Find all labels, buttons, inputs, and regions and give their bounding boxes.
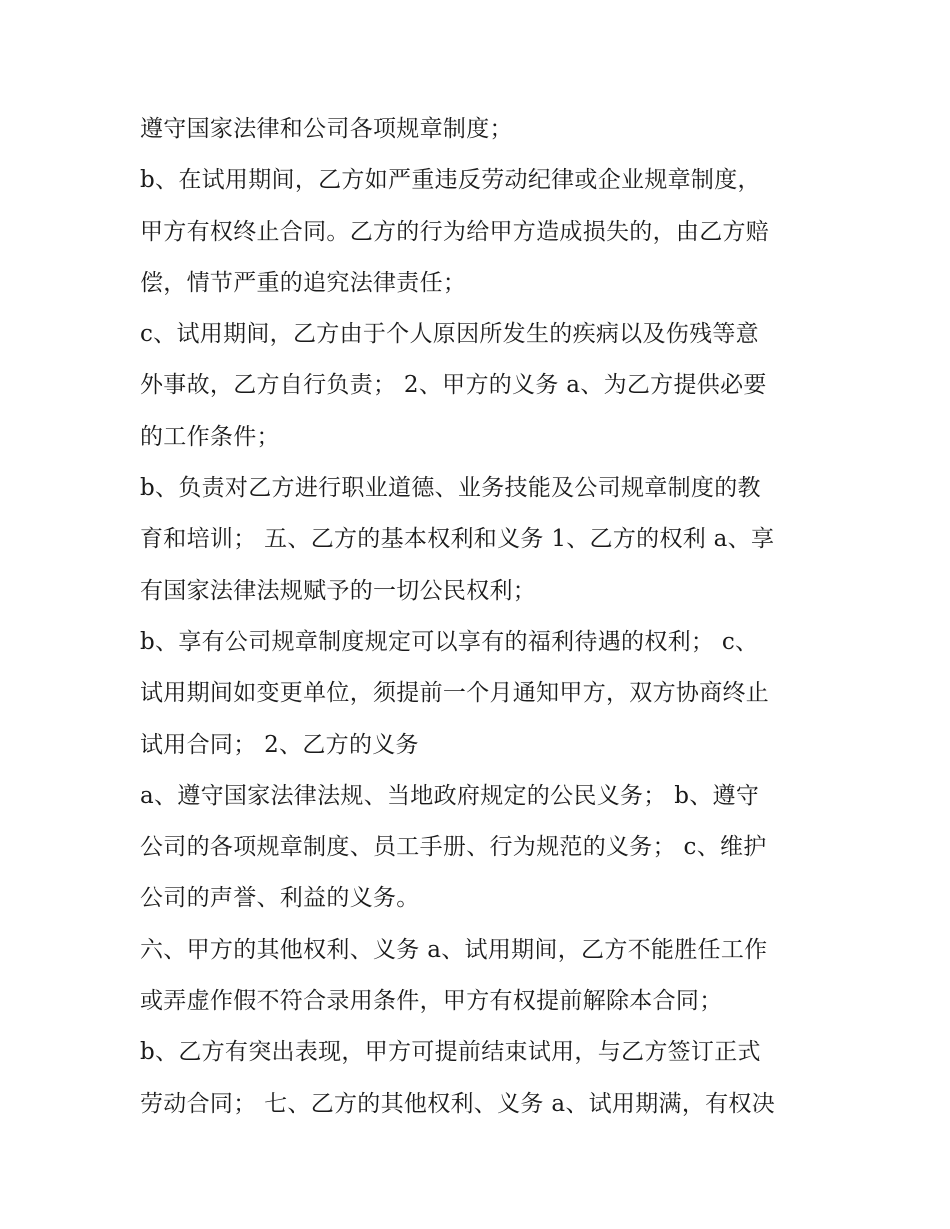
text-line: b、享有公司规章制度规定可以享有的福利待遇的权利； c、 <box>140 628 759 655</box>
text-line: 的工作条件； <box>140 423 280 450</box>
text-line: 公司的各项规章制度、员工手册、行为规范的义务； c、维护 <box>140 834 767 861</box>
text-line: 试用合同； 2、乙方的义务 <box>140 731 419 758</box>
text-line: 或弄虚作假不符合录用条件，甲方有权提前解除本合同； <box>140 988 723 1015</box>
text-line: b、在试用期间，乙方如严重违反劳动纪律或企业规章制度， <box>140 167 761 194</box>
text-line: b、负责对乙方进行职业道德、业务技能及公司规章制度的教 <box>140 475 761 502</box>
text-line: 偿，情节严重的追究法律责任； <box>140 269 467 296</box>
text-line: 育和培训； 五、乙方的基本权利和义务 1、乙方的权利 a、享 <box>140 526 775 553</box>
text-line: 遵守国家法律和公司各项规章制度； <box>140 116 513 142</box>
text-line: c、试用期间，乙方由于个人原因所发生的疾病以及伤残等意 <box>140 321 759 348</box>
document-body <box>140 104 820 1130</box>
text-line: 甲方有权终止合同。乙方的行为给甲方造成损失的，由乙方赔 <box>140 218 770 245</box>
text-line: a、遵守国家法律法规、当地政府规定的公民义务； b、遵守 <box>140 782 760 809</box>
text-line: 六、甲方的其他权利、义务 a、试用期间，乙方不能胜任工作 <box>140 936 768 963</box>
text-line: 试用期间如变更单位，须提前一个月通知甲方，双方协商终止 <box>140 680 770 707</box>
text-line: 劳动合同； 七、乙方的其他权利、义务 a、试用期满，有权决 <box>140 1090 776 1117</box>
text-line: b、乙方有突出表现，甲方可提前结束试用，与乙方签订正式 <box>140 1039 761 1066</box>
text-line: 公司的声誉、利益的义务。 <box>140 885 420 912</box>
text-line: 有国家法律法规赋予的一切公民权利； <box>140 577 537 604</box>
text-line: 外事故，乙方自行负责； 2、甲方的义务 a、为乙方提供必要 <box>140 372 767 399</box>
